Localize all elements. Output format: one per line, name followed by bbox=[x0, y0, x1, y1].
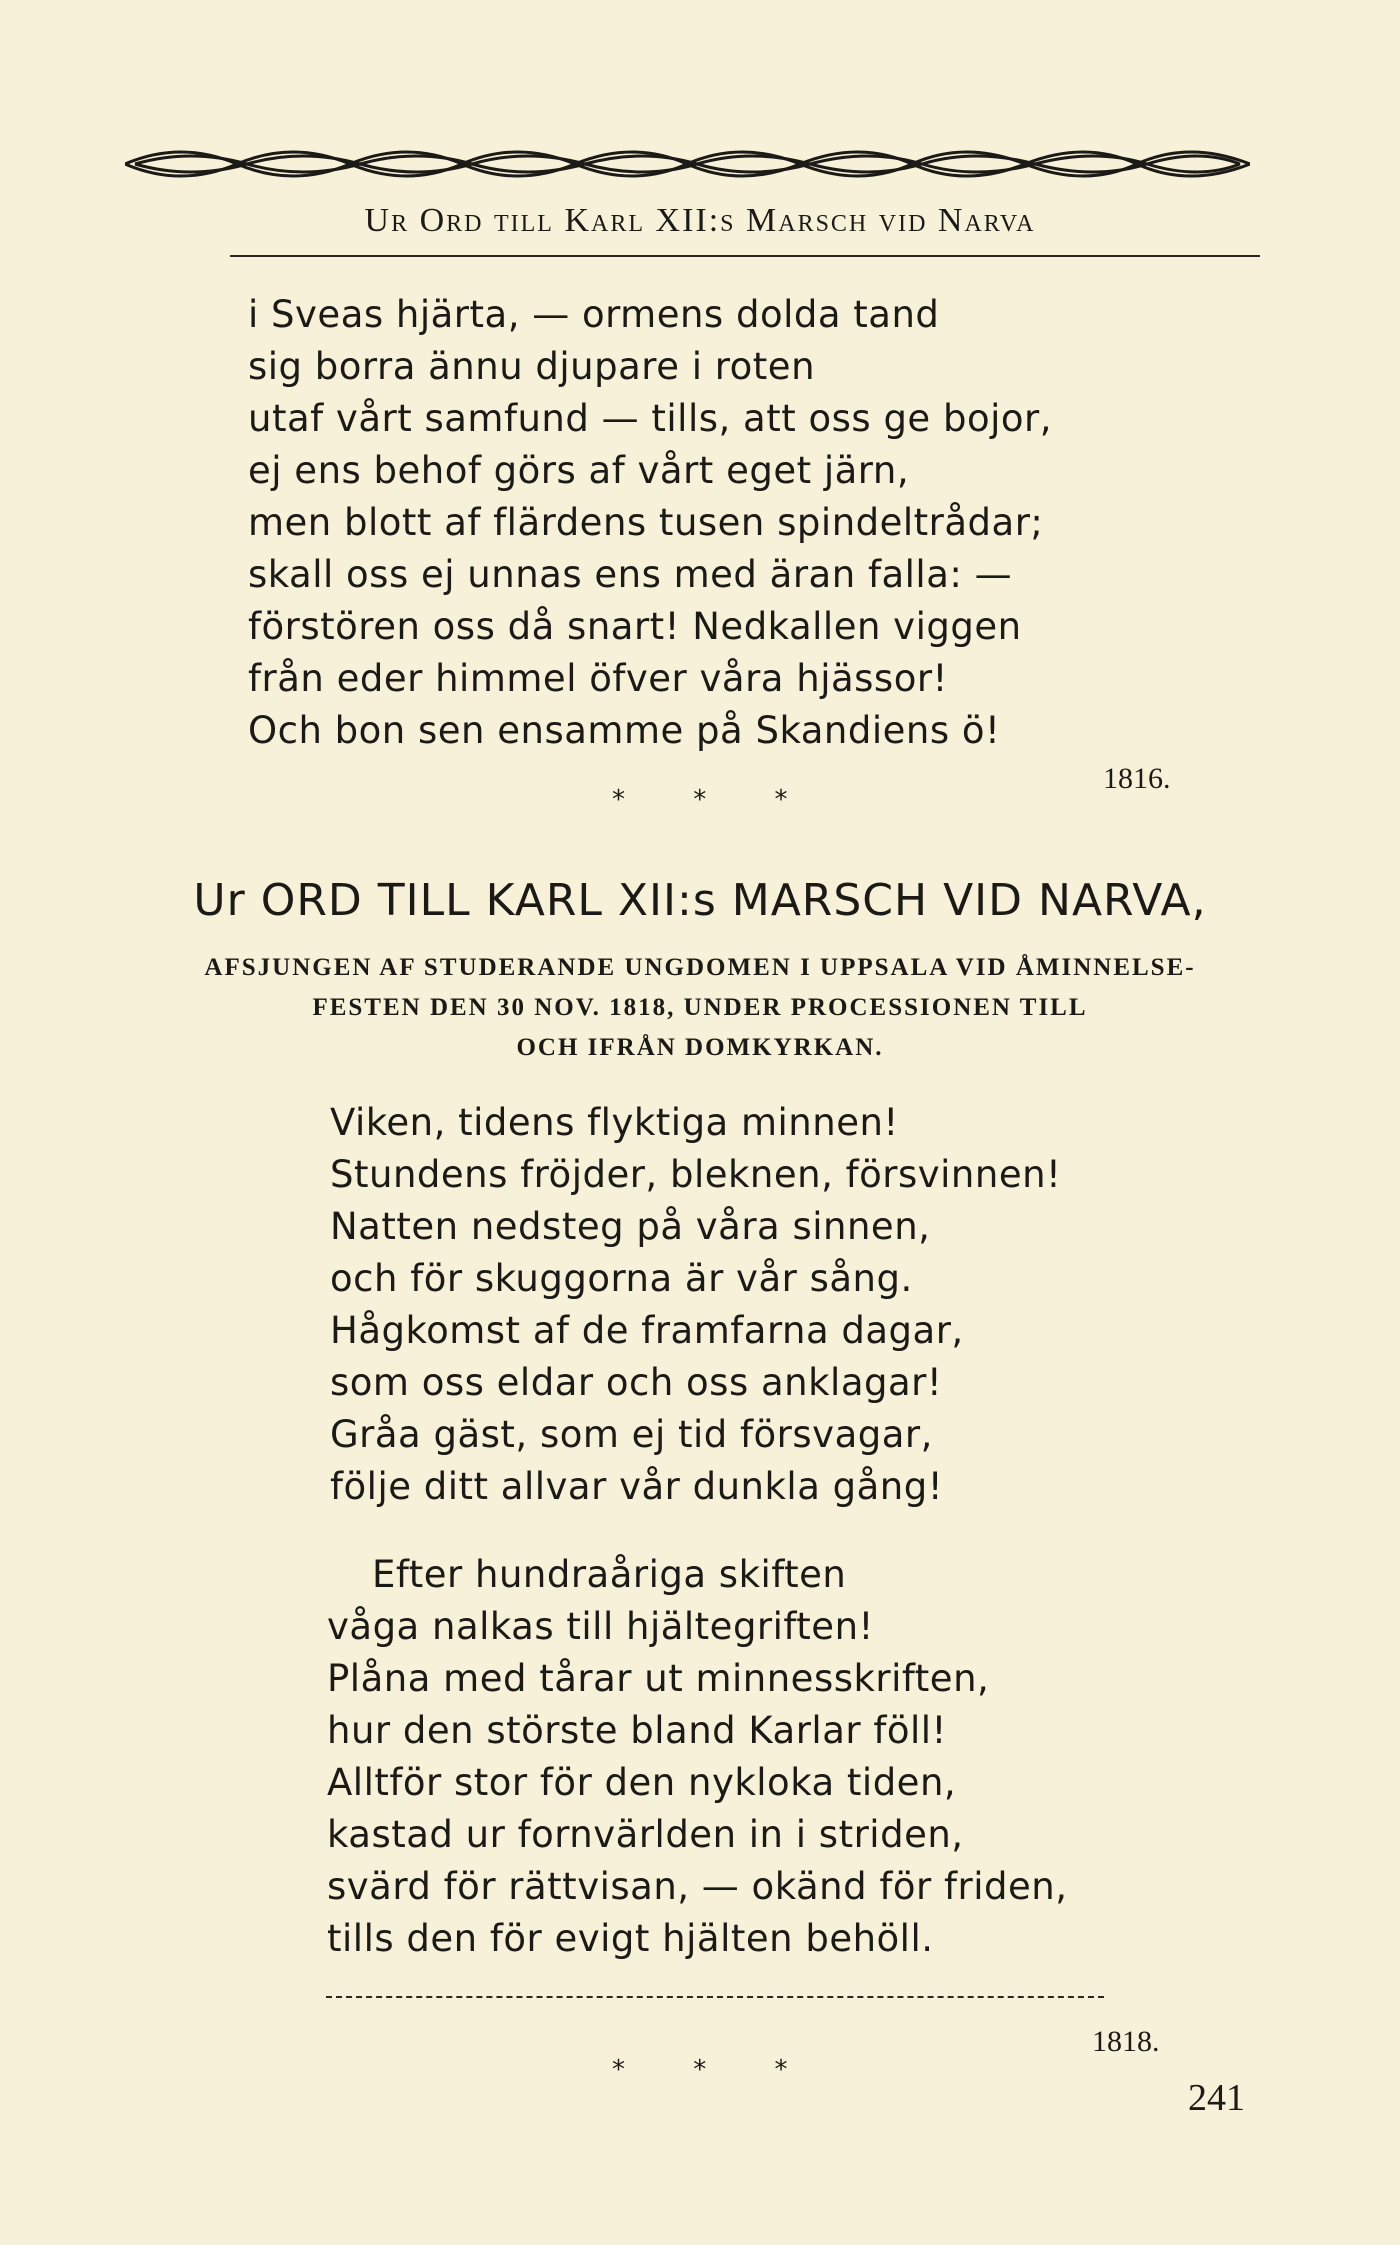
poem-line: förstören oss då snart! Nedkallen viggen bbox=[248, 605, 1022, 648]
stanza-2 bbox=[327, 1549, 1067, 1965]
subtitle-line: AFSJUNGEN AF STUDERANDE UNGDOMEN I UPPSALA VID ÅMINNELSE- bbox=[204, 954, 1196, 981]
poem-line: sig borra ännu djupare i roten bbox=[248, 345, 816, 388]
poem-year: 1818. bbox=[1092, 2025, 1160, 2058]
poem-line: hur den störste bland Karlar föll! bbox=[327, 1709, 947, 1752]
header-rule bbox=[230, 255, 1260, 257]
poem-line: Stundens fröjder, bleknen, försvinnen! bbox=[330, 1153, 1062, 1196]
page-number: 241 bbox=[1188, 2077, 1245, 2119]
stanza-1 bbox=[330, 1097, 1061, 1513]
subtitle-line: FESTEN DEN 30 NOV. 1818, UNDER PROCESSIONEN TILL bbox=[312, 994, 1088, 1021]
poem-line: våga nalkas till hjältegriften! bbox=[327, 1605, 874, 1648]
poem-line: Alltför stor för den nykloka tiden, bbox=[327, 1761, 957, 1804]
poem-line: som oss eldar och oss anklagar! bbox=[330, 1361, 943, 1404]
poem-subtitle bbox=[0, 948, 1400, 1068]
poem-line: tills den för evigt hjälten behöll. bbox=[327, 1917, 934, 1960]
poem-line: Gråa gäst, som ej tid försvagar, bbox=[330, 1413, 933, 1456]
braided-ornament-icon bbox=[125, 140, 1250, 188]
poem-year: 1816. bbox=[1103, 762, 1171, 795]
asterism-divider: * * * bbox=[612, 2055, 818, 2085]
poem-line: skall oss ej unnas ens med äran falla: — bbox=[248, 553, 1013, 596]
poem-line: svärd för rättvisan, — okänd för friden, bbox=[327, 1865, 1068, 1908]
poem-before bbox=[248, 289, 1052, 757]
poem-line: Viken, tidens flyktiga minnen! bbox=[330, 1101, 899, 1144]
poem-line: Efter hundraåriga skiften bbox=[372, 1553, 847, 1596]
poem-line: följe ditt allvar vår dunkla gång! bbox=[330, 1465, 944, 1508]
poem-line: Plåna med tårar ut minnesskriften, bbox=[327, 1657, 990, 1700]
poem-line: utaf vårt samfund — tills, att oss ge bojor, bbox=[248, 397, 1052, 440]
dashed-divider bbox=[326, 1996, 1104, 1998]
running-head: Ur Ord till Karl XII:s Marsch vid Narva bbox=[364, 202, 1036, 239]
poem-line: Hågkomst af de framfarna dagar, bbox=[330, 1309, 964, 1352]
poem-line: och för skuggorna är vår sång. bbox=[330, 1257, 913, 1300]
poem-line: ej ens behof görs af vårt eget järn, bbox=[248, 449, 910, 492]
poem-line: i Sveas hjärta, — ormens dolda tand bbox=[248, 293, 940, 336]
poem-line: Natten nedsteg på våra sinnen, bbox=[330, 1205, 931, 1248]
poem-line: men blott af flärdens tusen spindeltrådar; bbox=[248, 501, 1044, 544]
poem-line: kastad ur fornvärlden in i striden, bbox=[327, 1813, 964, 1856]
poem-title: Ur ORD TILL KARL XII:s MARSCH VID NARVA, bbox=[193, 875, 1207, 926]
asterism-divider: * * * bbox=[612, 785, 818, 815]
poem-line: från eder himmel öfver våra hjässor! bbox=[248, 657, 948, 700]
subtitle-line: OCH IFRÅN DOMKYRKAN. bbox=[516, 1034, 884, 1061]
poem-line: Och bon sen ensamme på Skandiens ö! bbox=[248, 709, 1001, 752]
